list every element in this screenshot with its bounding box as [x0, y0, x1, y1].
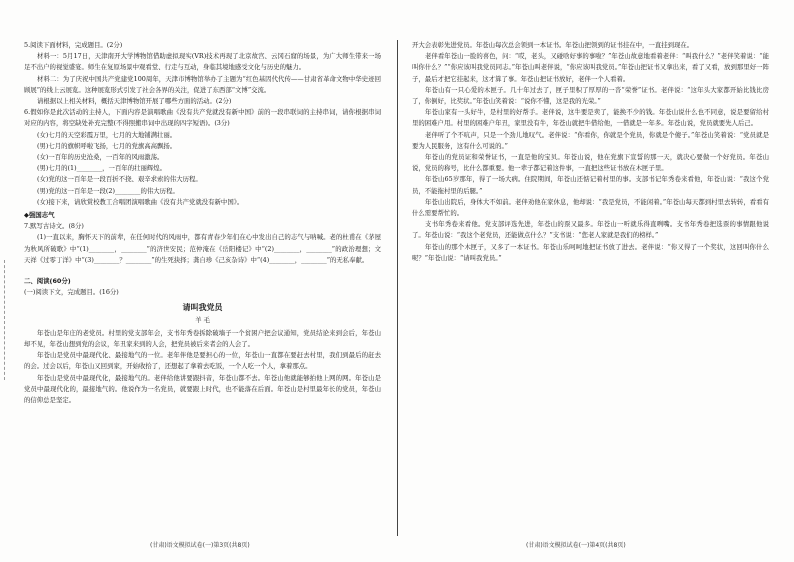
article-paragraph: 年苍山是党员中最现代化，最接地气的。老伴给他讲要跟抖音，年苍山都不去。年苍山他就能够拍他上网的网。年苍山是党员中最现代化的，最接地气的。他说作为一名党员，就要跟上时代，也不能落在后面。年苍山是村里最年长的党员，年苍山的信仰总是坚定。 — [24, 373, 381, 405]
section-heading-gushi: ◆强国志气 — [24, 211, 55, 220]
article-paragraph: 年苍山出院后，身体大不如前。老伴劝他在家休息，他却说：“我是党员，不能闲着。”年苍山每天都到村里去转转，看看有什么需要帮忙的。 — [412, 197, 769, 218]
q6-line: (男)七月的旗帜呼啦飞扬，七月的党旗高高飘扬。 — [37, 141, 177, 150]
article-paragraph: 年苍山有一只心爱的木匣子。几十年过去了，匣子里积了厚厚的一沓“荣誉”证书。老伴说：“这年头大家都开始比钱比房了，你倒好，比奖状。”年苍山笑着说：“说你不懂，这是我的光荣。” — [412, 85, 769, 106]
article-paragraph: 年苍山的那个木匣子，又多了一本证书。年苍山乐呵呵地把证书放了进去。老伴说：“你又得了一个奖状，这回叫你什么呢？”年苍山说：“请叫我党员。” — [412, 242, 769, 262]
q6-line: (男)七月的(1)________，一百年的壮丽辉煌。 — [37, 164, 167, 173]
q6-line: (男)党的这一百年是一段(2)________的伟大历程。 — [37, 186, 179, 195]
q7-title: 7.默写古诗文。(8分) — [24, 222, 84, 231]
article-title: 请叫我党员 — [182, 303, 223, 313]
q5-material-two: 材料二：为了庆祝中国共产党建党100周年，天津市博物馆举办了主题为“红色基因代代传——甘肃省革命文物中华史迹回顾展”的线上云展览。这种展览形式引发了社会各界的关注，促进了东西部“文博”交流。 — [24, 74, 381, 94]
article-paragraph: 年苍山是党员中最现代化、最接地气的一位。老年伴他是要担心的一位，年苍山一直都在要赶去村里，我们到最后的赶去的会。过会以后，年苍山又回到家，开始收拾了，还想起了拿着去吃饭，一个人吃一个人，拿着那点。 — [24, 351, 381, 371]
article-paragraph: 年苍山是年庄的老党员。村里的党支部年会，支书年秀卷拆除破墙子一个贫困户把会议通知，党员结论来到会后，年苍山却不见，年苍山想到党的会议，年丑家来到的人会，把党员被后来者会的人会了。 — [24, 328, 381, 349]
q5-question: 请根据以上相关材料，概括天津博物馆开展了哪些方面的活动。(2分) — [37, 97, 232, 106]
footer-page-4: (甘肃)语文模拟试卷(一)第4页(共8页) — [526, 542, 626, 549]
article-paragraph: 年苍山家有一头好牛，是村里的好帮手。老伴说，这牛要是卖了，能换不少的钱。年苍山说什么也不同意，说是要留给村里的困难户用。村里的困难户年丑，家里没有牛，年苍山就把牛借给他，一借就是一年多。年苍山说，党员就要先人后己。 — [412, 108, 769, 128]
q7-body: (1)一直以来，胸怀天下的前辈，在任何时代的风雨中，都有青春少年们在心中发出自己的志气与呐喊。老的杜甫在《茅屋为秋风所破歌》中“(1)________，________”的济世安民；范仲淹在《岳阳楼记》中“(2)________，________”的政治理想；文天祥《过零丁洋》中“(3)________？________”的生死抉择；龚自珍《己亥杂诗》中“(4)________，________”的无私奉献。 — [24, 233, 381, 264]
article-author: 羊 毛 — [195, 315, 210, 324]
q6-line: (女)七月的天空彩霞万里，七月的大地铺满壮丽。 — [37, 130, 177, 139]
binding-cut-line — [4, 260, 11, 380]
q6-line: (女)党的这一百年是一段百折不挠、艰辛求索的伟大历程。 — [37, 175, 202, 184]
q6-title: 6.假如你是此次活动的主持人，下面内容是演唱歌曲《没有共产党就没有新中国》前的一段串联词的主持串词，请你根据串词对应的内容，将空缺处补充完整(不得照搬串词中出现的四字短语)。(3分) — [24, 108, 381, 128]
article-paragraph: 老伴看年苍山一脸的喜色，问：“哎，老头，又碰啥好事的事啦？”年苍山故意地看着老伴：“叫我什么？”老伴笑着说：“能叫你什么？”“你应该叫我党员同志。”年苍山叫老伴说，“你应该叫我党员。”年苍山把证书又拿出来，看了又看，放到那里好一阵子，最后才把它挂起来，这才算了事。年苍山把证书放好，老伴一个人看着。 — [412, 52, 769, 83]
q6-line: (女)一百年的历史沧桑，一百年的风雨激荡。 — [37, 153, 164, 162]
right-page-column — [412, 40, 769, 264]
page-divider — [397, 40, 398, 536]
q5-material-one: 材料一：5月17日，天津南开大学博物馆借助虚拟现实(VR)技术再现了北京故宫、云冈石窟的场景，为广大师生带来一场足不出户的视觉盛宴。师生在复原场景中观看堂、行走与互动，身临其境地感受文化与历史的魅力。 — [24, 52, 381, 72]
section-heading-reading: 二、阅读(60分) — [24, 277, 71, 286]
q5-title: 5.阅读下面材料，完成题目。(2分) — [24, 41, 123, 49]
article-paragraph: 老伴听了个不吭声，只是一个劲儿地叹气。老伴说：“你看你，你就是个党员，你就是个傻子。”年苍山笑着说：“党员就是要为人民服务，这有什么可说的。” — [412, 130, 769, 150]
footer-page-3: (甘肃)语文模拟试卷(一)第3页(共8页) — [150, 542, 250, 549]
article-paragraph: 开大会表彰先进党员。年苍山每次总会领到一本证书。年苍山把领到的证书挂在中，一直挂到现在。 — [412, 41, 694, 49]
article-paragraph: 支书年秀卷来看他。党支部评选先进，年苍山的票又最多。年苍山一听就乐得直咧嘴。支书年秀卷把选票的事情跟他说了。年苍山说：“我这个老党员，还能做点什么？”支书说：“您老人家就是我们的榜样。” — [412, 220, 769, 240]
article-paragraph: 年苍山的党员证和荣誉证书，一直是他的宝贝。年苍山说，他在党旗下宣誓的那一天，就决心要做一个好党员。年苍山说，党员的称号，比什么都重要。他一辈子都记着这件事，一直把这些证书放在木匣子里。 — [412, 153, 769, 173]
left-page-column — [24, 40, 381, 406]
reading-subheading: (一)阅读下文，完成题目。(16分) — [24, 288, 119, 297]
q6-line: (女)接下来，请欣赏校教工合唱团演唱歌曲《没有共产党就没有新中国》。 — [37, 197, 244, 206]
article-paragraph: 年苍山65岁那年，得了一场大病。住院期间，年苍山还惦记着村里的事。支部书记年秀卷来看他，年苍山说：“我这个党员，不能拖村里的后腿。” — [412, 175, 769, 195]
